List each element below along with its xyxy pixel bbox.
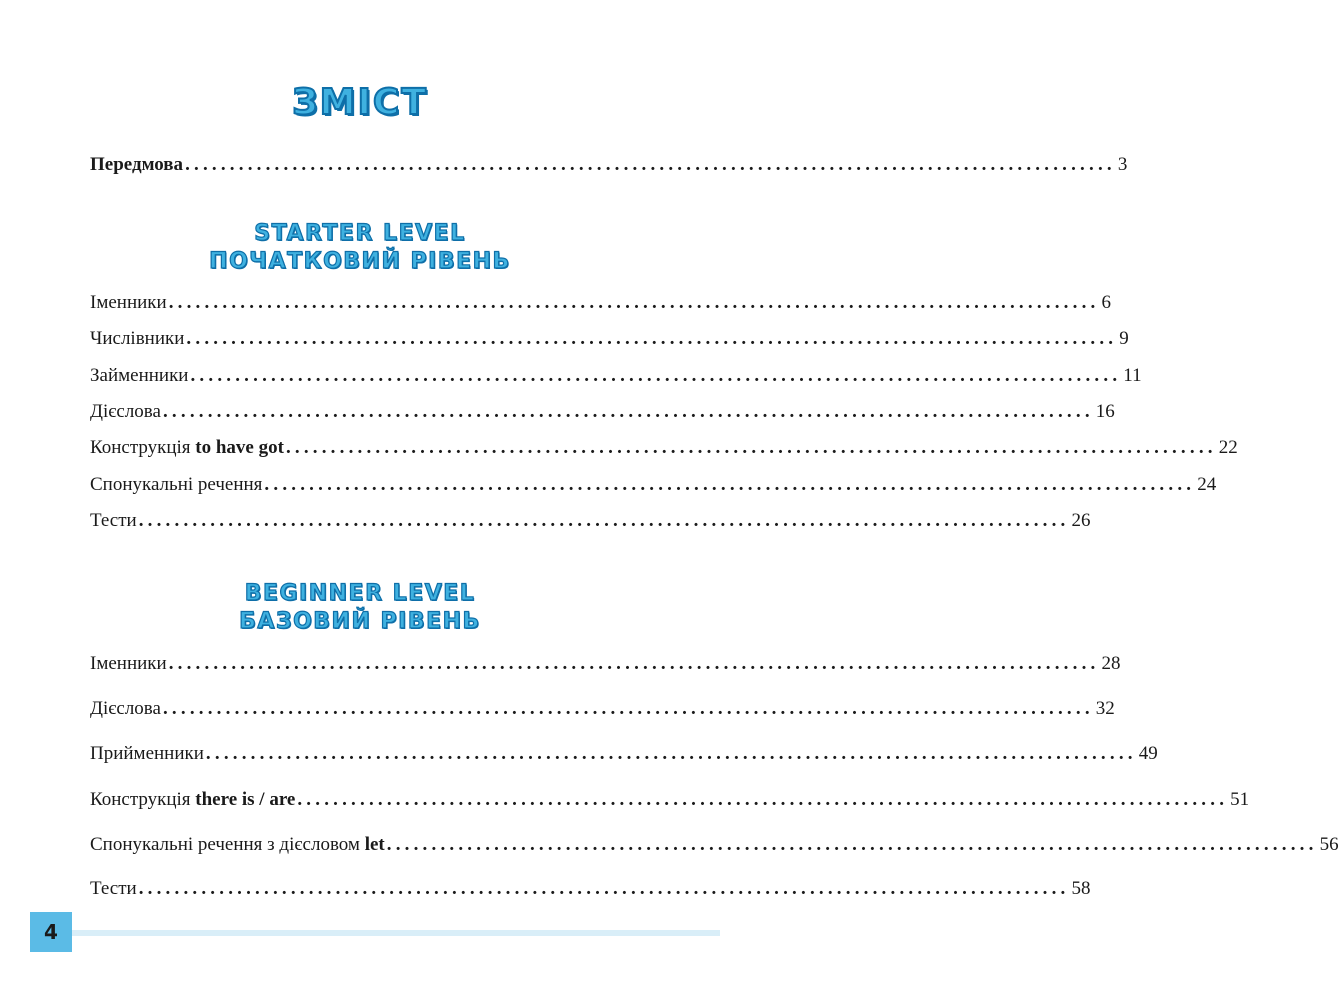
- toc-entry[interactable]: [90, 741, 1158, 767]
- leader-dots: ........................................................................................................: [138, 510, 1070, 531]
- toc-entry-label: Тести: [90, 510, 137, 531]
- toc-entry-label: Іменники: [90, 292, 167, 313]
- toc-entry[interactable]: [90, 832, 1339, 858]
- toc-entry-page: 6: [1101, 292, 1111, 313]
- toc-entry-label: Дієслова: [90, 401, 161, 422]
- leader-dots: ........................................................................................................: [168, 292, 1100, 313]
- section-heading-starter-en: STARTER LEVEL: [254, 221, 466, 246]
- leader-dots: ........................................................................................................: [386, 834, 1318, 855]
- toc-entry[interactable]: [90, 290, 1111, 316]
- toc-entry-label: Передмова: [90, 154, 184, 175]
- toc-entry-page: 22: [1218, 437, 1238, 458]
- toc-entry[interactable]: [90, 876, 1091, 902]
- toc-entry-page: 16: [1095, 401, 1115, 422]
- leader-dots: ........................................................................................................: [285, 437, 1217, 458]
- toc-entry-label: Конструкція there is / are: [90, 789, 296, 810]
- toc-entry-page: 3: [1117, 154, 1128, 175]
- leader-dots: ........................................................................................................: [138, 878, 1070, 899]
- toc-entry-label: Іменники: [90, 653, 167, 674]
- section-heading-beginner-ua: БАЗОВИЙ РІВЕНЬ: [239, 609, 481, 634]
- toc-entry-label: Числівники: [90, 328, 185, 349]
- toc-entry-page: 9: [1119, 328, 1129, 349]
- leader-dots: ........................................................................................................: [190, 365, 1122, 386]
- toc-entry-page: 56: [1319, 834, 1339, 855]
- section-heading-starter-ua: ПОЧАТКОВИЙ РІВЕНЬ: [209, 249, 511, 274]
- toc-entry-label: Спонукальні речення з дієсловом let: [90, 834, 385, 855]
- toc-entry-page: 28: [1101, 653, 1121, 674]
- toc-entry-label: Займенники: [90, 365, 189, 386]
- toc-entry[interactable]: [90, 363, 1142, 389]
- toc-entry-page: 32: [1095, 698, 1115, 719]
- section-heading-beginner-en: BEGINNER LEVEL: [244, 581, 476, 606]
- toc-entry[interactable]: [90, 787, 1250, 813]
- page-title: ЗМІСТ: [292, 82, 428, 123]
- toc-entry[interactable]: [90, 326, 1129, 352]
- leader-dots: ........................................................................................................: [162, 698, 1094, 719]
- toc-entry-page: 49: [1138, 743, 1158, 764]
- leader-dots: ........................................................................................................: [186, 328, 1118, 349]
- leader-dots: ........................................................................................................: [168, 653, 1100, 674]
- toc-entry-page: 11: [1123, 365, 1142, 386]
- leader-dots: ........................................................................................................: [185, 154, 1116, 175]
- page-number-badge: 4: [30, 912, 72, 952]
- toc-entry[interactable]: [90, 472, 1217, 498]
- toc-entry-label: Спонукальні речення: [90, 474, 263, 495]
- leader-dots: ........................................................................................................: [162, 401, 1094, 422]
- toc-entry[interactable]: [90, 696, 1115, 722]
- toc-entry-label: Конструкція to have got: [90, 437, 284, 458]
- toc-entry[interactable]: [90, 651, 1121, 677]
- toc-entry-preface[interactable]: [90, 152, 1128, 178]
- leader-dots: ........................................................................................................: [205, 743, 1137, 764]
- toc-entry-page: 26: [1071, 510, 1091, 531]
- toc-entry-page: 58: [1071, 878, 1091, 899]
- toc-entry-page: 24: [1197, 474, 1217, 495]
- toc-entry-label: Дієслова: [90, 698, 161, 719]
- leader-dots: ........................................................................................................: [297, 789, 1229, 810]
- toc-entry[interactable]: [90, 435, 1238, 461]
- leader-dots: ........................................................................................................: [264, 474, 1196, 495]
- toc-entry-label: Прийменники: [90, 743, 204, 764]
- toc-entry-page: 51: [1230, 789, 1250, 810]
- footer-rule: [70, 930, 720, 936]
- toc-entry-label: Тести: [90, 878, 137, 899]
- toc-entry[interactable]: [90, 508, 1091, 534]
- toc-entry[interactable]: [90, 399, 1115, 425]
